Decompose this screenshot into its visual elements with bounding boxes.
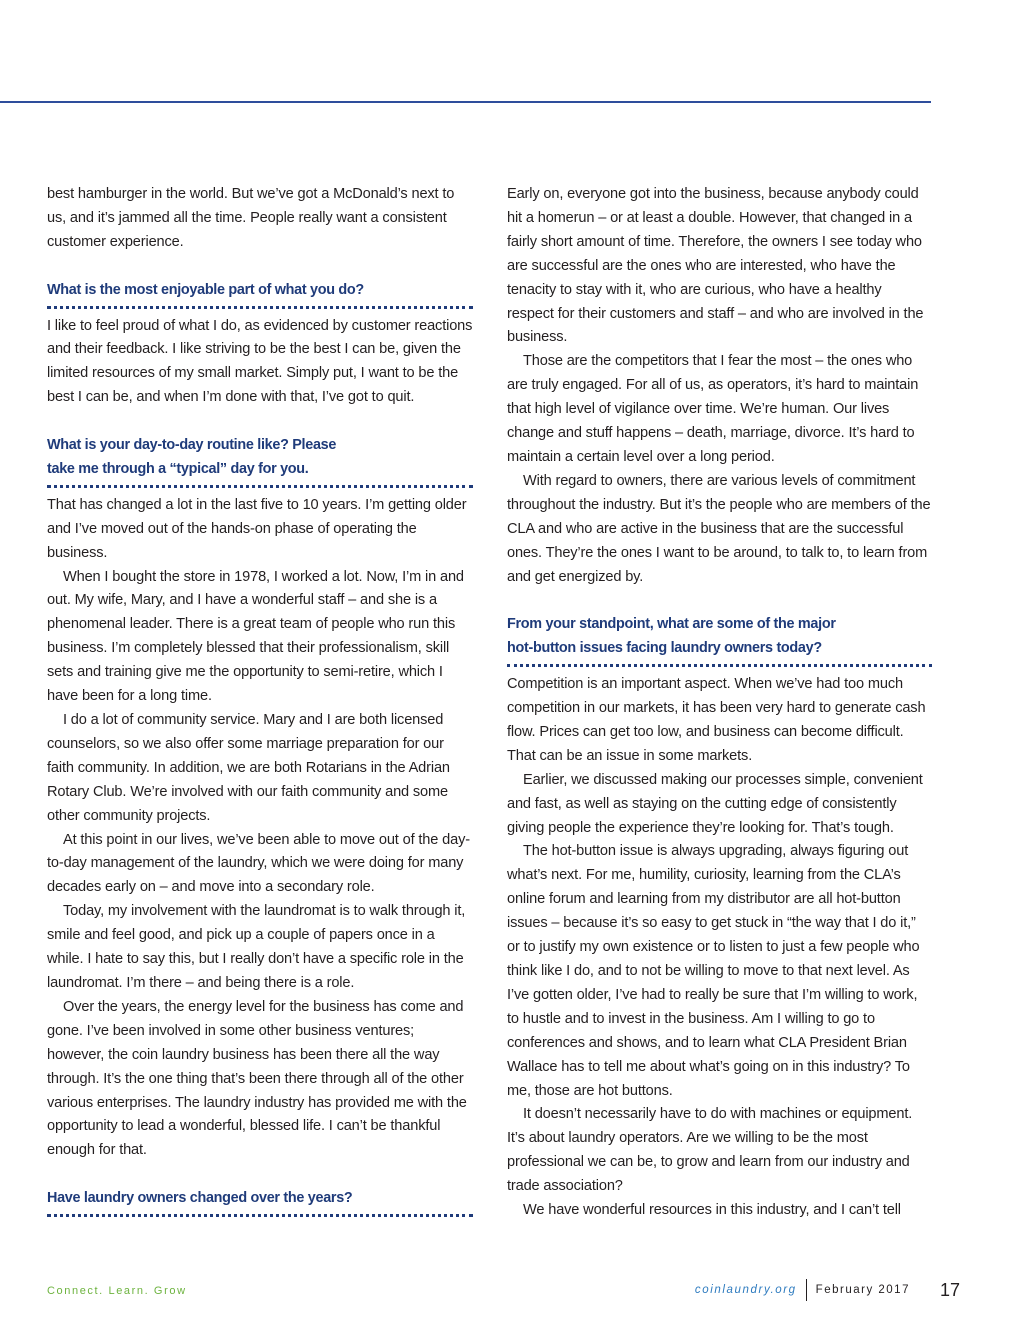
interview-question [47,1187,473,1217]
interview-question [47,434,473,488]
body-paragraph: At this point in our lives, we’ve been able to move out of the day-to-day management of the laundry, which we were doing for many decades early on – and move into a secondary role. [47,831,470,896]
body-paragraph: With regard to owners, there are various levels of commitment throughout the industry. But it’s the people who are members of the CLA and who are active in the business that are the successful ones. They’re the ones I want to be around, to talk to, to learn from and get energized by. [507,472,931,585]
question-line: What is the most enjoyable part of what you do? [47,281,364,298]
body-paragraph: Those are the competitors that I fear the most – the ones who are truly engaged. For all of us, as operators, it’s hard to maintain that high level of vigilance over time. We’re human. Our lives change and stuff happens – death, marriage, divorce. It’s hard to maintain a certain level over a long period. [507,353,919,465]
body-paragraph: When I bought the store in 1978, I worked a lot. Now, I’m in and out. My wife, Mary, and I have a wonderful staff – and she is a phenomenal leader. There is a great team of people who run this business. I’m completely blessed that their professionalism, skill sets and training give me the opportunity to semi-retire, which I have been for a long time. [47,568,464,705]
right-column [507,183,932,1223]
question-line: Have laundry owners changed over the years? [47,1190,353,1207]
question-line: take me through a “typical” day for you. [47,460,309,477]
body-paragraph: Early on, everyone got into the business, because anybody could hit a homerun – or at least a double. However, that changed in a fairly short amount of time. Therefore, the owners I see today who are successful are the ones who are interested, who have the tenacity to stay with it, who are curious, who have a healthy respect for their customers and staff – and who are involved in the business. [507,186,924,346]
footer-divider [806,1279,807,1301]
body-paragraph: I do a lot of community service. Mary and I are both licensed counselors, so we also offer some marriage preparation for our faith community. In addition, we are both Rotarians in the Adrian Rotary Club. We’re involved with our faith community and some other community projects. [47,712,450,824]
footer-info [695,1279,960,1301]
question-line: What is your day-to-day routine like? Please [47,437,337,454]
body-paragraph: That has changed a lot in the last five to 10 years. I’m getting older and I’ve moved out of the hands-on phase of operating the business. [47,496,467,561]
header-rule [0,101,931,103]
interview-question [47,279,473,309]
footer-website: coinlaundry.org [694,1284,797,1296]
body-paragraph: Today, my involvement with the laundromat is to walk through it, smile and feel good, and pick up a couple of papers once in a while. I hate to say this, but I really don’t have a specific role in the laundromat. I’m there – and being there is a role. [47,903,466,991]
body-paragraph: Over the years, the energy level for the business has come and gone. I’ve been involved in some other business ventures; however, the coin laundry business has been there all the way through. It’s the one thing that’s been there through all of the other various enterprises. The laundry industry has provided me with the opportunity to lead a wonderful, blessed life. I can’t be thankful enough for that. [47,998,467,1159]
body-paragraph: I like to feel proud of what I do, as evidenced by customer reactions and their feedback. I like striving to be the best I can be, given the limited resources of my small market. Simply put, I want to be the best I can be, and when I’m done with that, I’ve got to quit. [47,317,473,406]
footer-tagline: Connect. Learn. Grow [47,1285,187,1297]
body-paragraph: We have wonderful resources in this industry, and I can’t tell [523,1202,901,1219]
interview-question [507,613,932,667]
body-paragraph: Competition is an important aspect. When we’ve had too much competition in our markets, it has been very hard to generate cash flow. Prices can get too low, and business can become difficult. That can be an issue in some markets. [507,676,926,764]
body-paragraph: It doesn’t necessarily have to do with machines or equipment. It’s about laundry operators. Are we willing to be the most professional we can be, to grow and learn from our industry and trade association? [507,1106,913,1195]
question-line: hot-button issues facing laundry owners today? [507,640,822,657]
left-column [47,183,473,1223]
question-line: From your standpoint, what are some of the major [507,616,836,633]
page-number: 17 [939,1279,960,1300]
body-paragraph: Earlier, we discussed making our processes simple, convenient and fast, as well as staying on the cutting edge of consistently giving people the experience they’re looking for. That’s tough. [507,771,923,836]
body-paragraph: best hamburger in the world. But we’ve got a McDonald’s next to us, and it’s jammed all the time. People really want a consistent customer experience. [47,186,455,250]
body-paragraph: The hot-button issue is always upgrading, always figuring out what’s next. For me, humility, curiosity, learning from the CLA’s online forum and learning from my distributor are all hot-button issues – because it’s so easy to get stuck in “the way that I do it,” or to justify my own existence or to listen to just a few people who think like I do, and to not be willing to move to that next level. As I’ve gotten older, I’ve had to really be sure that I’m willing to work, to hustle and to invest in the business. Am I willing to go to conferences and shows, and to learn what CLA President Brian Wallace has to tell me about what’s going on in this industry? To me, those are hot buttons. [507,843,920,1099]
footer-date: February 2017 [815,1284,910,1296]
